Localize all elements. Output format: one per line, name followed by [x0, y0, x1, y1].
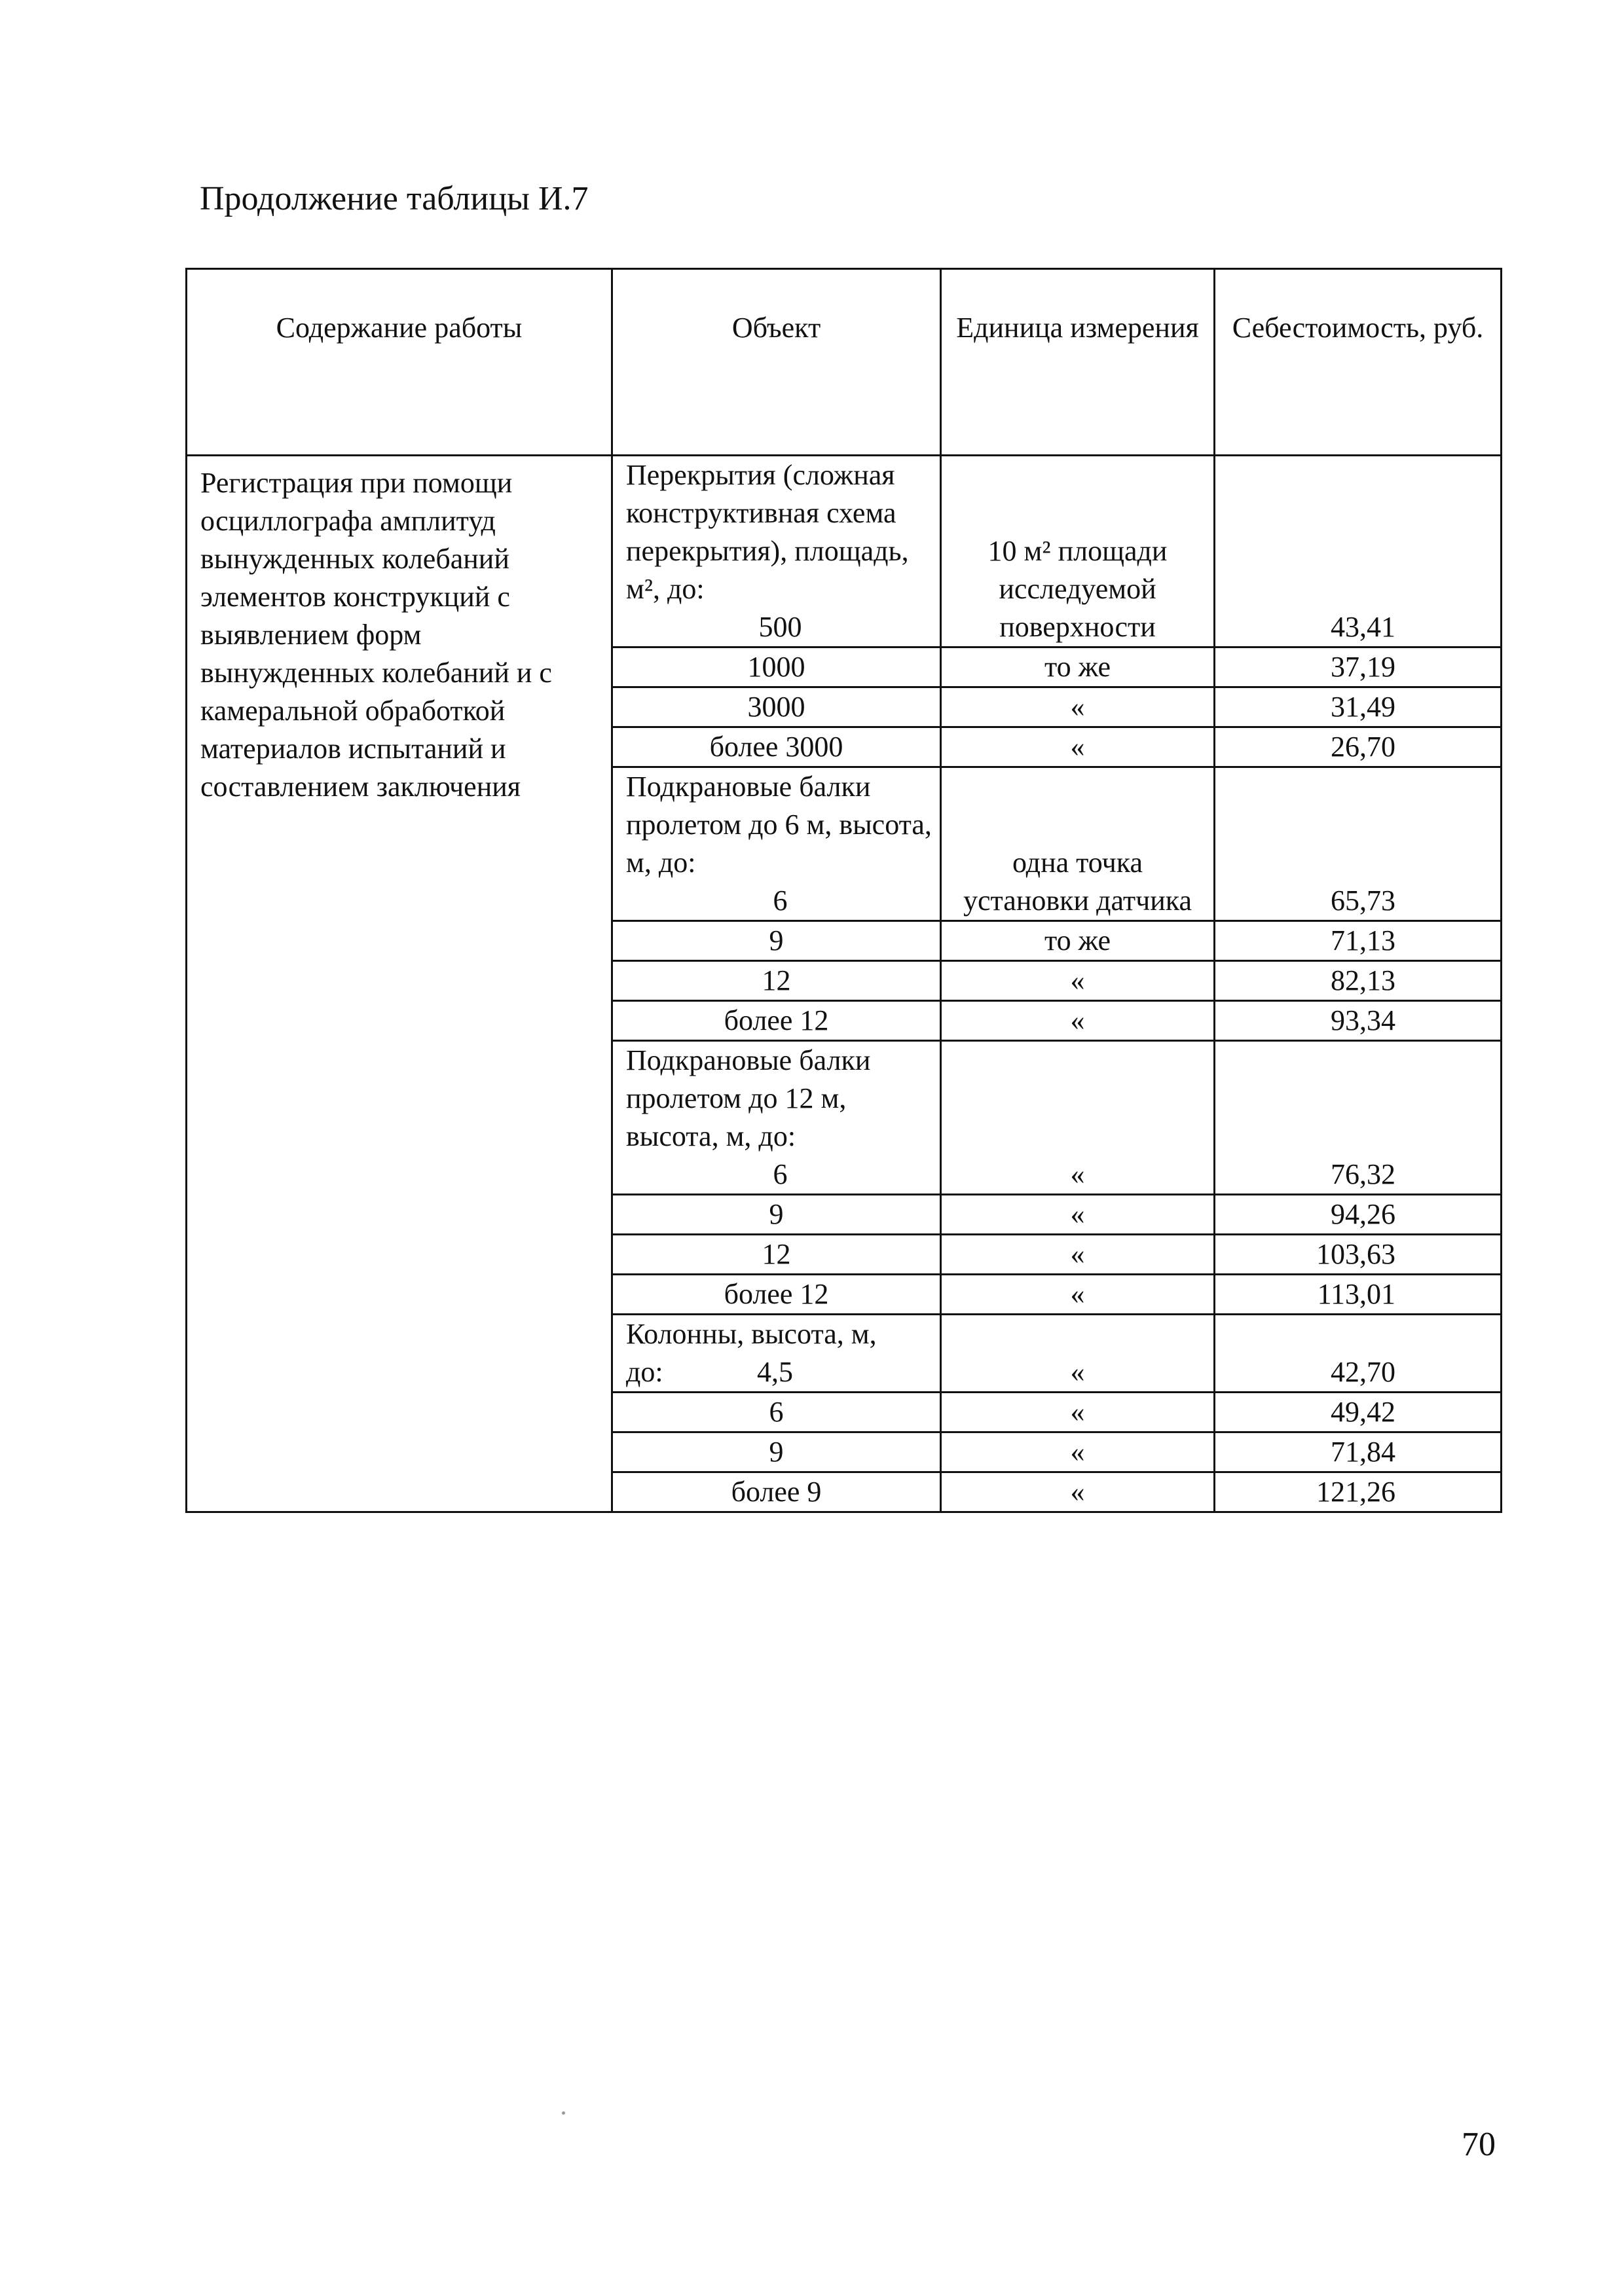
object-cell: [612, 1041, 941, 1195]
cost-cell: 26,70: [1215, 727, 1502, 767]
object-group-title: Перекрытия (сложная конструктивная схема перекрытия), площадь, м², до:: [626, 459, 909, 605]
unit-cell: «: [941, 1472, 1215, 1512]
object-group-title: Подкрановые балки пролетом до 6 м, высота, м, до:: [626, 771, 932, 879]
object-cell: более 12: [612, 1275, 941, 1315]
object-cell: 9: [612, 1195, 941, 1235]
object-cell: 12: [612, 961, 941, 1001]
cost-cell: 49,42: [1215, 1393, 1502, 1432]
object-value: 6: [773, 884, 788, 917]
unit-cell: «: [941, 1315, 1215, 1393]
cost-cell: 93,34: [1215, 1001, 1502, 1041]
object-cell: 9: [612, 921, 941, 961]
unit-cell: 10 м² площади исследуемой поверхности: [941, 456, 1215, 647]
cost-cell: 65,73: [1215, 767, 1502, 921]
cost-cell: 76,32: [1215, 1041, 1502, 1195]
object-cell: более 3000: [612, 727, 941, 767]
object-group-title: Подкрановые балки пролетом до 12 м, высота, м, до:: [626, 1044, 871, 1152]
unit-cell: «: [941, 727, 1215, 767]
page-number: 70: [1462, 2126, 1496, 2163]
object-group-title: Колонны, высота, м,: [626, 1318, 877, 1350]
table-header-row: [187, 269, 1502, 456]
table-caption: Продолжение таблицы И.7: [200, 180, 589, 217]
cost-cell: 113,01: [1215, 1275, 1502, 1315]
cost-cell: 82,13: [1215, 961, 1502, 1001]
object-value: 6: [773, 1158, 788, 1190]
cost-cell: 37,19: [1215, 647, 1502, 687]
cost-table: [185, 268, 1502, 1513]
object-cell: 12: [612, 1235, 941, 1275]
object-prefix-line: [626, 1353, 934, 1391]
unit-cell: то же: [941, 647, 1215, 687]
object-cell: 6: [612, 1393, 941, 1432]
unit-cell: «: [941, 1275, 1215, 1315]
object-value: 4,5: [757, 1356, 793, 1388]
object-cell: более 9: [612, 1472, 941, 1512]
scan-speck: [562, 2111, 565, 2115]
header-unit: Единица измерения: [941, 269, 1215, 456]
object-cell: [612, 767, 941, 921]
object-group-prefix: до:: [626, 1356, 663, 1388]
unit-cell: «: [941, 1195, 1215, 1235]
header-object: Объект: [612, 269, 941, 456]
object-cell: 9: [612, 1432, 941, 1472]
unit-cell: то же: [941, 921, 1215, 961]
unit-cell: «: [941, 1001, 1215, 1041]
cost-cell: 121,26: [1215, 1472, 1502, 1512]
work-description-cell: Регистрация при помощи осциллографа амплитуд вынужденных колебаний элементов конструкций с выявлением форм вынужденных колебаний и с камеральной обработкой материалов испытаний и составлением заключения: [187, 456, 612, 1512]
unit-cell: «: [941, 1393, 1215, 1432]
object-cell: 3000: [612, 687, 941, 727]
cost-cell: 31,49: [1215, 687, 1502, 727]
unit-cell: «: [941, 1235, 1215, 1275]
object-cell: 1000: [612, 647, 941, 687]
unit-cell: «: [941, 687, 1215, 727]
unit-cell: «: [941, 1041, 1215, 1195]
unit-cell: «: [941, 961, 1215, 1001]
unit-cell: «: [941, 1432, 1215, 1472]
cost-cell: 71,13: [1215, 921, 1502, 961]
header-cost: Себестоимость, руб.: [1215, 269, 1502, 456]
header-work-content: Содержание работы: [187, 269, 612, 456]
object-cell: более 12: [612, 1001, 941, 1041]
cost-cell: 71,84: [1215, 1432, 1502, 1472]
object-value: 500: [758, 611, 802, 643]
table-row: [187, 456, 1502, 647]
cost-cell: 103,63: [1215, 1235, 1502, 1275]
object-cell: [612, 1315, 941, 1393]
object-cell: [612, 456, 941, 647]
cost-cell: 42,70: [1215, 1315, 1502, 1393]
cost-cell: 43,41: [1215, 456, 1502, 647]
unit-cell: одна точка установки датчика: [941, 767, 1215, 921]
cost-cell: 94,26: [1215, 1195, 1502, 1235]
table-body: [187, 456, 1502, 1512]
